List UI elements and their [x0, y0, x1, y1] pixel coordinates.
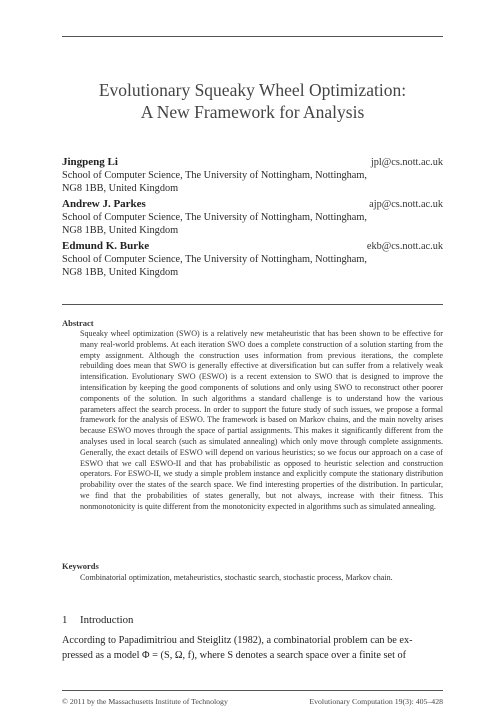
intro-line-1: According to Papadimitriou and Steiglitz (1982), a combinatorial problem can be ex-	[62, 635, 413, 646]
author-name: Andrew J. Parkes	[62, 198, 146, 210]
author-email[interactable]: ekb@cs.nott.ac.uk	[366, 241, 443, 252]
author-address: NG8 1BB, United Kingdom	[62, 183, 179, 194]
author-affiliation: School of Computer Science, The University of Nottingham, Nottingham,	[62, 170, 367, 181]
author-affiliation: School of Computer Science, The University of Nottingham, Nottingham,	[62, 254, 367, 265]
author-affiliation: School of Computer Science, The University of Nottingham, Nottingham,	[62, 212, 367, 223]
author-block-1	[62, 156, 443, 195]
intro-line-2: pressed as a model Φ = (S, Ω, f), where S denotes a search space over a finite set of	[62, 650, 407, 661]
abstract-text: Squeaky wheel optimization (SWO) is a relatively new metaheuristic that has been shown to be effective for many real-world problems. At each iteration SWO does a complete construction of a solution starting from the empty assignment. Although the construction uses information from previous iterations, the complete rebuilding does mean that SWO is generally effective at diversification but can suffer from a relatively weak intensification. Evolutionary SWO (ESWO) is a recent extension to SWO that is designed to improve the intensification by keeping the good components of solutions and only using SWO to reconstruct other poorer components of the solution. In such algorithms a standard challenge is to understand how the various parameters affect the search process. In order to support the future study of such issues, we propose a formal framework for the analysis of ESWO. The framework is based on Markov chains, and the main novelty arises because ESWO moves through the space of partial assignments. This makes it significantly different from the analyses used in local search (such as simulated annealing) which only move through complete assignments. Generally, the exact details of ESWO will depend on various heuristics; so we focus our approach on a case of ESWO that we call ESWO-II and that has probabilistic as opposed to heuristic selection and construction operators. For ESWO-II, we study a simple problem instance and explicitly compute the stationary distribution probability over the states of the search space. We find interesting properties of the distribution. In particular, we find that the probabilities of states generally, but not always, increase with their fitness. This nonmonotonicity is quite different from the monotonicity expected in algorithms such as simulated annealing.	[80, 329, 443, 511]
copyright-footer: © 2011 by the Massachusetts Institute of Technology	[62, 697, 228, 706]
keywords-heading: Keywords	[62, 561, 99, 571]
footer-rule	[62, 690, 443, 691]
section-heading	[62, 614, 133, 626]
author-block-3	[62, 240, 443, 279]
author-address: NG8 1BB, United Kingdom	[62, 267, 179, 278]
section-title: Introduction	[80, 614, 134, 626]
journal-footer: Evolutionary Computation 19(3): 405–428	[309, 697, 443, 706]
section-number: 1	[62, 614, 68, 626]
abstract-heading: Abstract	[62, 318, 94, 328]
author-email[interactable]: jpl@cs.nott.ac.uk	[370, 157, 443, 168]
top-rule	[62, 36, 443, 37]
paper-title	[62, 79, 443, 123]
title-line-1: Evolutionary Squeaky Wheel Optimization:	[98, 80, 407, 100]
keywords-text: Combinatorial optimization, metaheuristics, stochastic search, stochastic process, Markov chain.	[80, 573, 393, 582]
intro-paragraph	[62, 633, 443, 663]
author-block-2	[62, 198, 443, 237]
author-name: Edmund K. Burke	[62, 240, 150, 252]
abstract-rule	[62, 304, 443, 305]
author-address: NG8 1BB, United Kingdom	[62, 225, 179, 236]
title-line-2: A New Framework for Analysis	[140, 102, 365, 122]
author-email[interactable]: ajp@cs.nott.ac.uk	[369, 199, 443, 210]
author-name: Jingpeng Li	[62, 156, 118, 168]
